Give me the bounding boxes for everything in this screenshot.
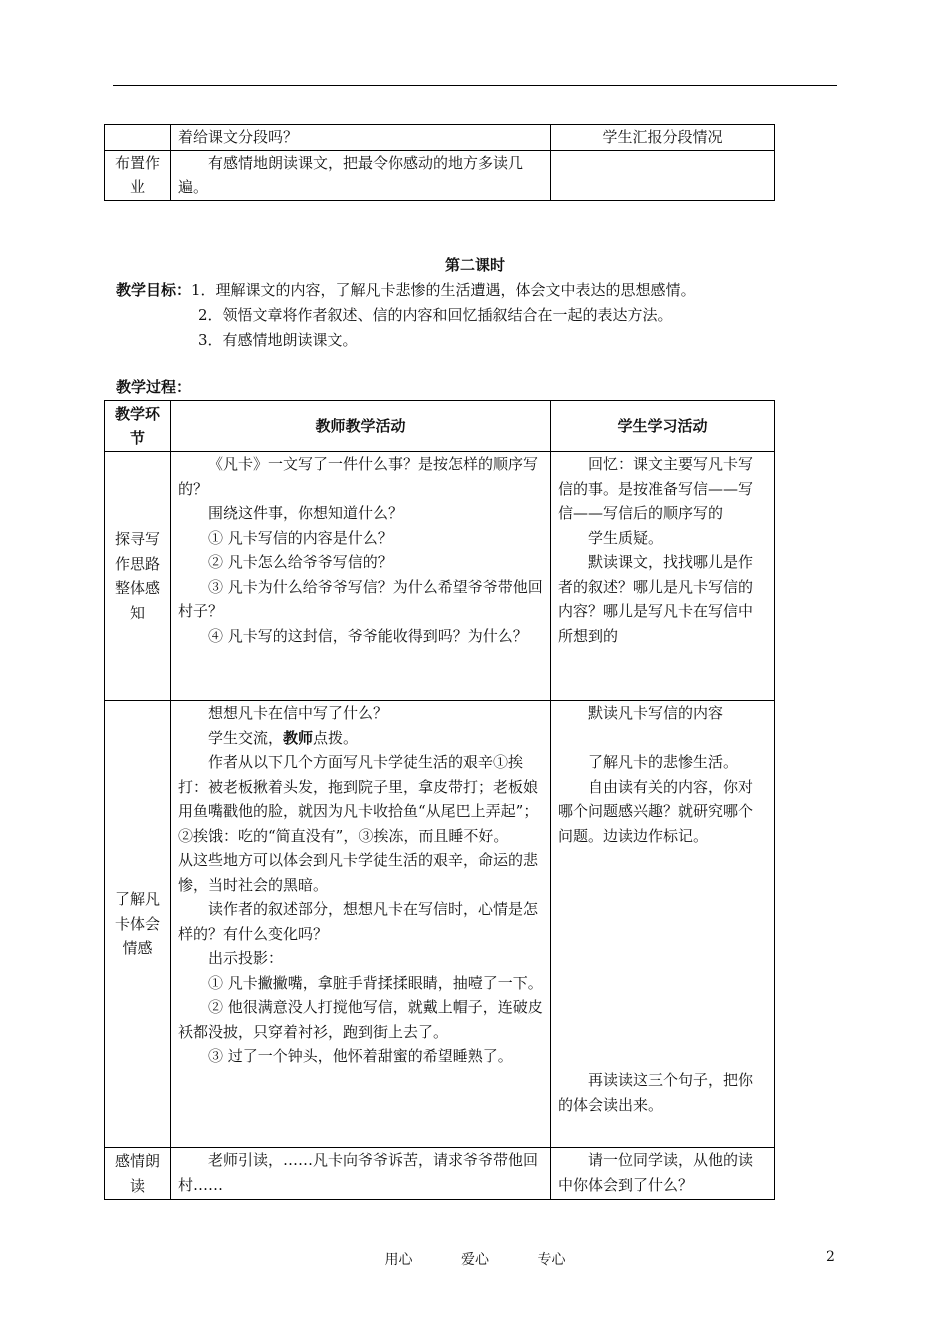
stage-cell: 感情朗读 [105,1148,171,1200]
section-title: 第二课时 [444,256,505,274]
paragraph: 想想凡卡在信中写了什么？ [208,704,389,722]
student-cell [551,452,775,701]
table-row [105,701,775,1148]
paragraph: ② 他很满意没人打搅他写信，就戴上帽子，连破皮袄都没披，只穿着衬衫，跑到街上去了。 [178,998,543,1041]
student-cell [551,150,775,200]
page-number: 2 [826,1249,835,1265]
paragraph: 默读课文，找找哪儿是作者的叙述？哪儿是凡卡写信的内容？哪儿是写凡卡在写信中所想到的 [558,553,754,645]
student-cell: 学生汇报分段情况 [551,125,775,151]
goal-item: 2．领悟文章将作者叙述、信的内容和回忆插叙结合在一起的表达方法。 [198,306,673,324]
paragraph: 作者从以下几个方面写凡卡学徒生活的艰辛①挨打：被老板揪着头发，拖到院子里，拿皮带打；老板娘用鱼嘴戳他的脸，就因为凡卡收拾鱼“从尾巴上弄起”；②挨饿：吃的“简直没有”，③挨冻，而且睡不好。 [178,753,539,845]
text-run: 点拨。 [313,728,359,747]
stage-cell: 探寻写作思路整体感知 [105,452,171,701]
paragraph: 再读读这三个句子，把你的体会读出来。 [558,1071,754,1114]
text-run: 学生交流， [208,728,284,747]
stage-cell [105,125,171,151]
stage-cell: 布置作业 [105,150,171,200]
paragraph: ① 凡卡写信的内容是什么？ [208,528,393,547]
paragraph: 读作者的叙述部分，想想凡卡在写信时，心情是怎样的？有什么变化吗？ [178,900,539,943]
teacher-cell: 老师引读，……凡卡向爷爷诉苦，请求爷爷带他回村…… [171,1148,551,1200]
top-table [104,124,775,201]
table-row [105,150,775,200]
main-table [104,400,775,1200]
text-run-bold: 教师 [283,728,314,747]
teaching-goals [116,278,696,353]
stage-cell: 了解凡卡体会情感 [105,701,171,1148]
goal-item: 1．理解课文的内容，了解凡卡悲惨的生活遭遇，体会文中表达的思想感情。 [191,281,696,299]
header-rule [113,85,837,86]
paragraph: ③ 凡卡为什么给爷爷写信？为什么希望爷爷带他回村子？ [178,577,543,620]
paragraph: ② 凡卡怎么给爷爷写信的？ [208,553,393,571]
header-student: 学生学习活动 [551,401,775,452]
paragraph: 默读凡卡写信的内容 [588,704,724,722]
blank-space [558,848,767,1068]
paragraph: ① 凡卡撇撇嘴，拿脏手背揉揉眼睛，抽噎了一下。 [208,973,543,992]
teacher-cell [171,452,551,701]
goal-item: 3．有感情地朗读课文。 [198,331,358,349]
table-row [105,125,775,151]
paragraph: 围绕这件事，你想知道什么？ [208,504,404,522]
teacher-cell [171,701,551,1148]
student-cell [551,701,775,1148]
paragraph [178,726,543,751]
footer-item: 用心 [384,1252,413,1268]
footer-item: 爱心 [461,1252,489,1268]
teacher-cell: 有感情地朗读课文，把最令你感动的地方多读几遍。 [171,150,551,200]
student-cell: 请一位同学读，从他的读中你体会到了什么？ [551,1148,775,1200]
paragraph: 学生质疑。 [588,528,664,547]
blank-line [558,726,767,751]
paragraph: 《凡卡》一文写了一件什么事？是按怎样的顺序写的？ [178,455,539,498]
goals-label: 教学目标： [116,281,192,299]
header-teacher: 教师教学活动 [171,401,551,452]
paragraph: ③ 过了一个钟头，他怀着甜蜜的希望睡熟了。 [208,1047,513,1065]
paragraph: ④ 凡卡写的这封信，爷爷能收得到吗？为什么？ [208,626,528,645]
paragraph: 出示投影： [208,949,284,967]
process-label: 教学过程： [116,378,192,396]
table-row [105,452,775,701]
paragraph: 从这些地方可以体会到凡卡学徒生活的艰辛，命运的悲惨，当时社会的黑暗。 [178,851,539,894]
table-header-row [105,401,775,452]
footer-item: 专心 [537,1252,566,1268]
header-stage: 教学环节 [105,401,171,452]
paragraph: 了解凡卡的悲惨生活。 [588,753,739,771]
paragraph: 自由读有关的内容，你对哪个问题感兴趣？就研究哪个问题。边读边作标记。 [558,777,754,845]
paragraph: 回忆：课文主要写凡卡写信的事。是按准备写信——写信——写信后的顺序写的 [558,455,754,522]
teacher-cell: 着给课文分段吗？ [171,125,551,151]
table-row [105,1148,775,1200]
page-footer [0,1249,950,1269]
